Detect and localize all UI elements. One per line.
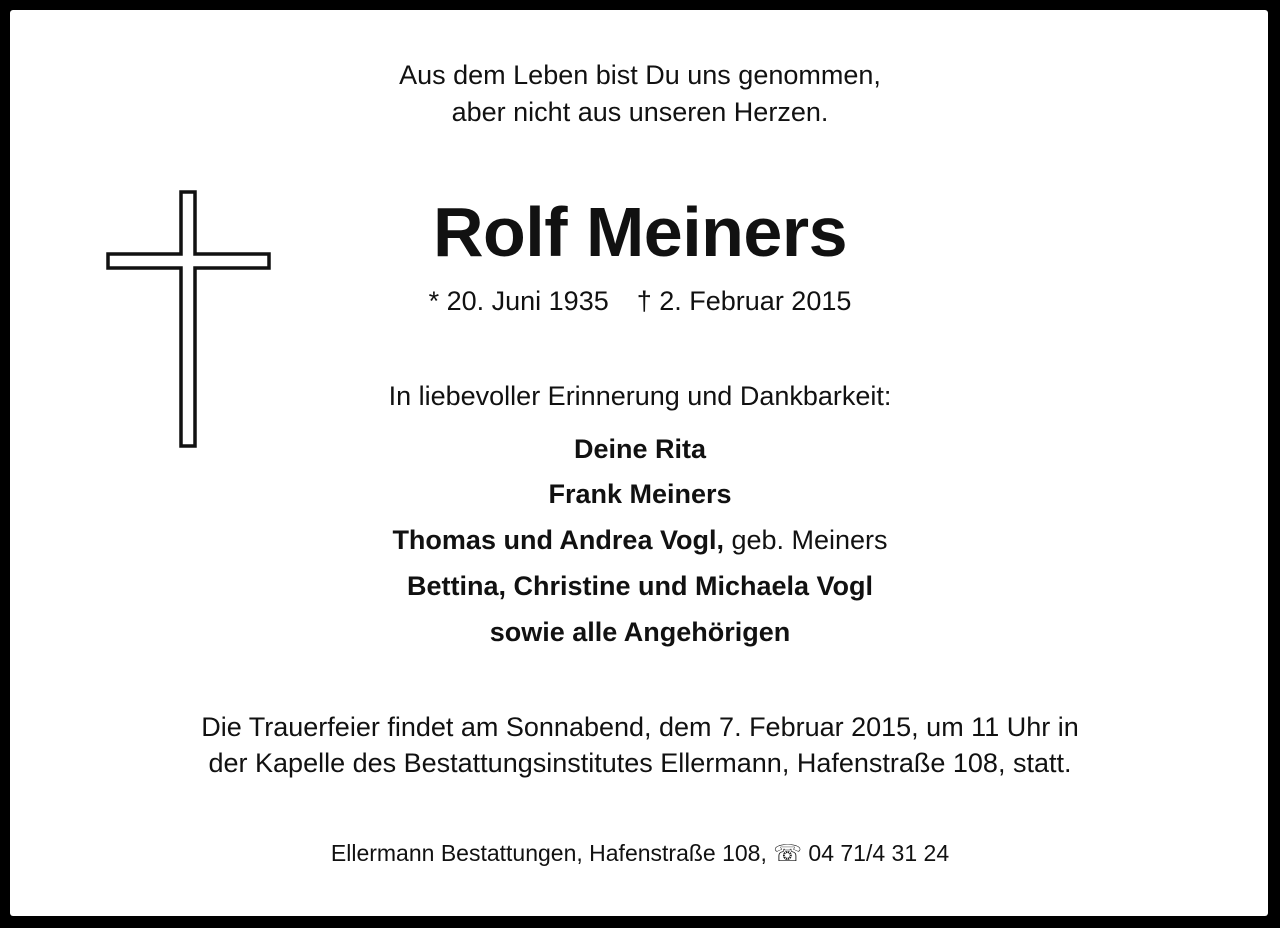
ceremony-line-2: der Kapelle des Bestattungsinstitutes Ellermann, Hafenstraße 108, statt.	[208, 748, 1072, 778]
intro-text: In liebevoller Erinnerung und Dankbarkeit:	[388, 381, 892, 411]
telephone-icon: ☏	[773, 840, 803, 866]
funeral-home-address: Ellermann Bestattungen, Hafenstraße 108,	[330, 840, 774, 866]
quote-line-2: aber nicht aus unseren Herzen.	[451, 97, 829, 127]
family-line-3-names: Thomas und Andrea Vogl,	[392, 525, 724, 555]
quote-line-1: Aus dem Leben bist Du uns genommen,	[399, 60, 881, 90]
family-line-5: sowie alle Angehörigen	[489, 617, 791, 647]
family-line-4: Bettina, Christine und Michaela Vogl	[406, 571, 874, 601]
death-date: † 2. Februar 2015	[636, 286, 852, 316]
family-line-1: Deine Rita	[573, 434, 707, 464]
funeral-home-footer	[0, 840, 1280, 867]
family-line-2: Frank Meiners	[548, 479, 732, 509]
birth-date: * 20. Juni 1935	[428, 286, 609, 316]
funeral-home-phone: 04 71/4 31 24	[802, 840, 950, 866]
family-line-3	[0, 525, 1280, 556]
life-dates	[0, 286, 1280, 317]
ceremony-line-1: Die Trauerfeier findet am Sonnabend, dem 7. Februar 2015, um 11 Uhr in	[201, 712, 1079, 742]
deceased-name: Rolf Meiners	[432, 193, 848, 271]
family-line-3-maiden-name: geb. Meiners	[723, 525, 888, 555]
